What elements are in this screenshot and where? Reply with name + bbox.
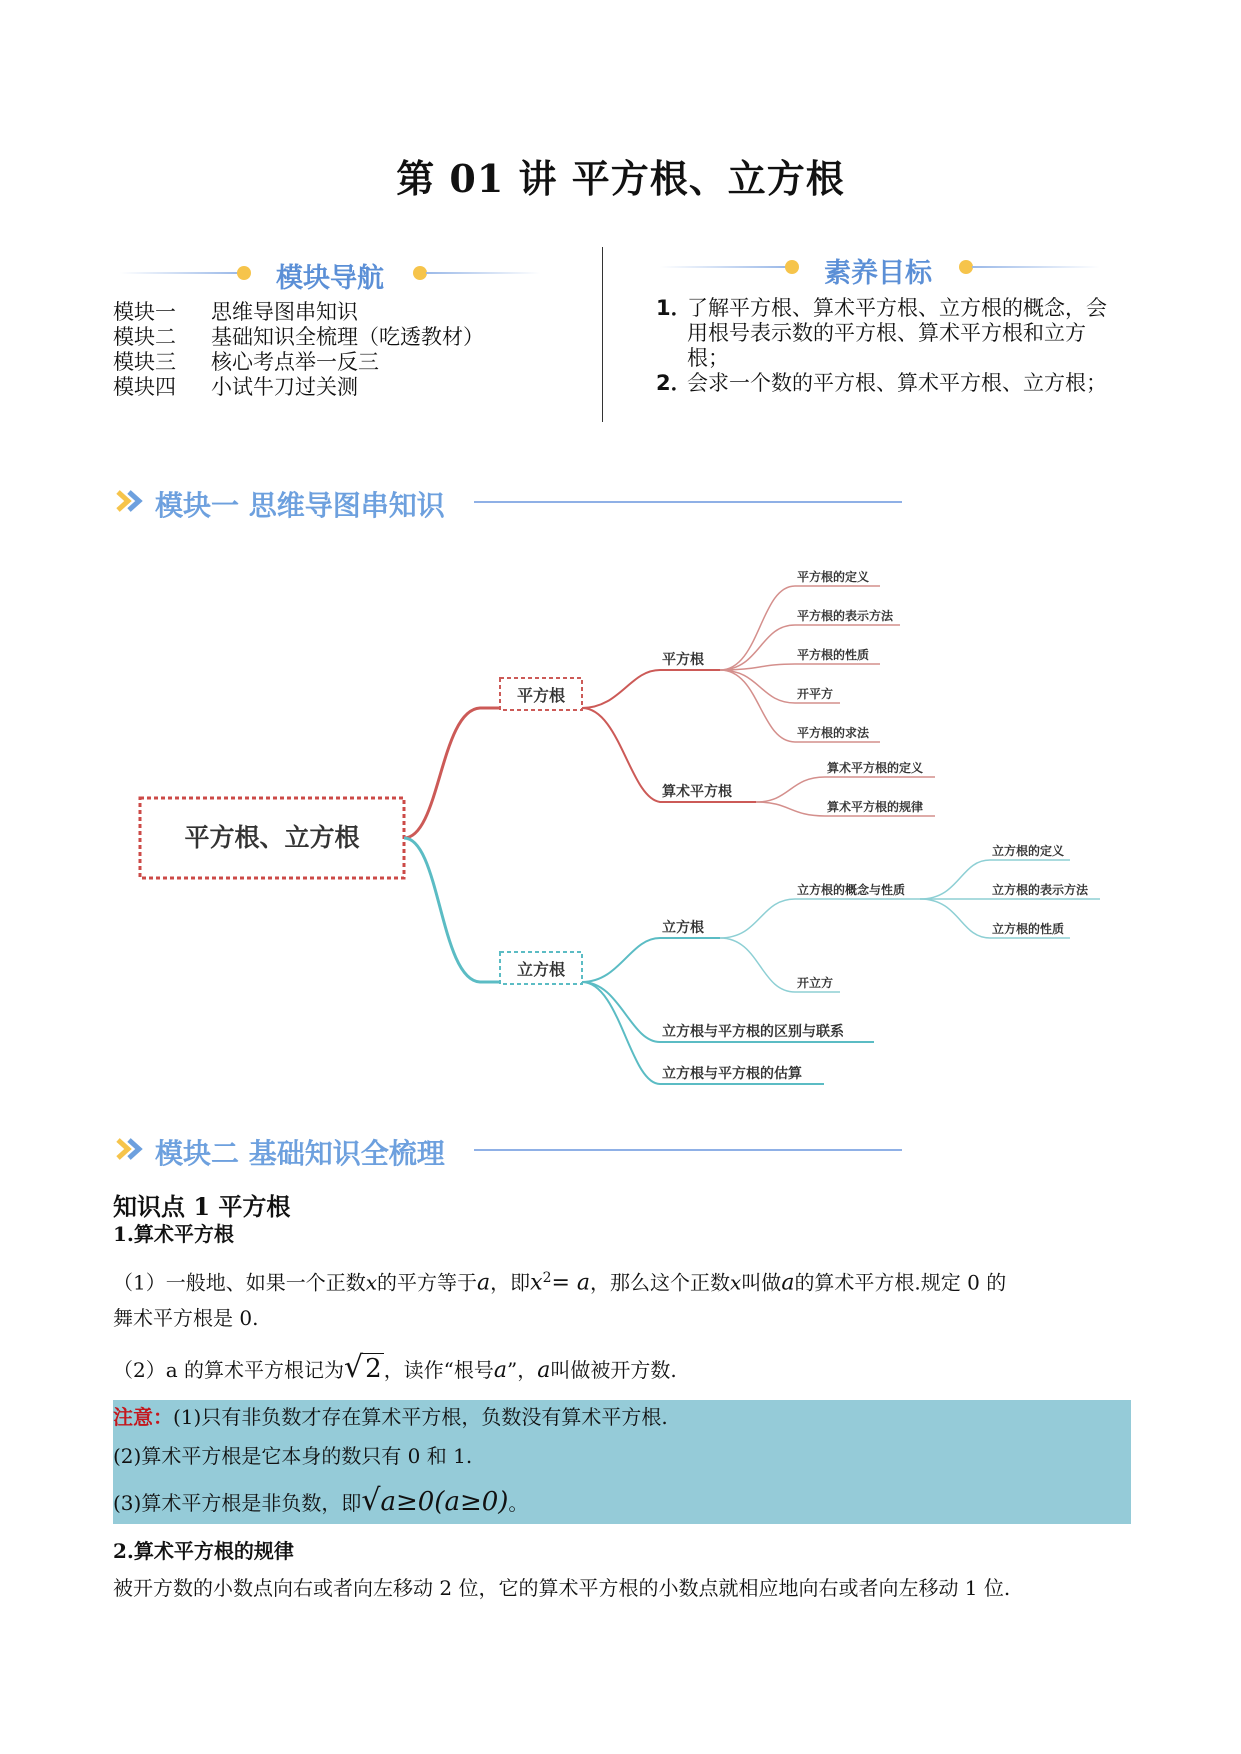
double-chevron-icon — [116, 1136, 146, 1162]
kp1-p1: （1）一般地、如果一个正数x的平方等于a，即$x^2= a$，那么这个正数x叫做a的算术平方根.规定 0 的 — [113, 1270, 1007, 1296]
note-line3: (3)算术平方根是非负数，即√a≥0(a≥0)。 — [113, 1483, 529, 1518]
mindmap-cube-diff: 立方根与平方根的区别与联系 — [662, 1024, 844, 1040]
note-line1: 注意：(1)只有非负数才存在算术平方根，负数没有算术平方根. — [113, 1405, 668, 1429]
kp1-sub1: 1.算术平方根 — [113, 1222, 234, 1246]
kp1-p1-line2: 舞术平方根是 0. — [113, 1306, 259, 1330]
mindmap-cube-concept: 立方根的概念与性质 — [797, 883, 906, 897]
mindmap-leaf: 开立方 — [797, 976, 834, 990]
module2-title: 模块二 基础知识全梳理 — [155, 1137, 445, 1170]
nav-list — [113, 300, 484, 400]
goal-item: 2． 会求一个数的平方根、算术平方根、立方根； — [656, 371, 1107, 395]
mindmap-leaf: 立方根的定义 — [992, 844, 1065, 858]
mindmap-square-root: 平方根 — [516, 686, 566, 705]
kp1-p3: 被开方数的小数点向右或者向左移动 2 位，它的算术平方根的小数点就相应地向右或者向左移动 1 位. — [113, 1576, 1011, 1600]
mindmap-arith: 算术平方根 — [662, 784, 732, 800]
module1-title: 模块一 思维导图串知识 — [155, 489, 445, 522]
kp1-p2: （2）a 的算术平方根记为√2 ，读作“根号a”，a叫做被开方数. — [113, 1350, 677, 1385]
nav-heading: 模块导航 — [276, 263, 384, 294]
goal-item: 1． 了解平方根、算术平方根、立方根的概念，会 用根号表示数的平方根、算术平方根和立方 根； — [656, 296, 1107, 370]
mindmap-cube-sub: 立方根 — [662, 920, 704, 936]
mindmap-leaf: 平方根的表示方法 — [797, 609, 894, 623]
nav-item: 模块三 核心考点举一反三 — [113, 350, 379, 374]
mindmap-cube-est: 立方根与平方根的估算 — [662, 1066, 802, 1082]
mindmap-leaf: 平方根的求法 — [797, 726, 870, 740]
mindmap-leaf: 立方根的表示方法 — [992, 883, 1089, 897]
double-chevron-icon — [116, 488, 146, 514]
mindmap-sq-sub: 平方根 — [662, 652, 704, 668]
kp1-sub2: 2.算术平方根的规律 — [113, 1539, 294, 1563]
dot-icon — [413, 266, 427, 280]
mindmap-cube-root: 立方根 — [516, 960, 566, 979]
nav-item: 模块四 小试牛刀过关测 — [113, 375, 358, 399]
mindmap-leaf: 立方根的性质 — [992, 922, 1065, 936]
module2-rule — [474, 1149, 902, 1151]
nav-item: 模块二 基础知识全梳理（吃透教材） — [113, 325, 484, 349]
mindmap-leaf: 算术平方根的定义 — [827, 761, 924, 775]
dot-icon — [785, 260, 799, 274]
mindmap-leaf: 平方根的性质 — [797, 648, 870, 662]
mindmap-leaf: 开平方 — [797, 687, 834, 701]
page-title: 第 01 讲 平方根、立方根 — [396, 156, 845, 201]
sqrt-symbol: √ — [344, 1350, 364, 1385]
mindmap — [0, 540, 1241, 1100]
mindmap-leaf: 算术平方根的规律 — [827, 800, 924, 814]
note-line2: (2)算术平方根是它本身的数只有 0 和 1. — [113, 1444, 473, 1468]
mindmap-leaf: 平方根的定义 — [797, 570, 870, 584]
note-formula: a≥0(a≥0) — [380, 1487, 509, 1517]
mindmap-root: 平方根、立方根 — [184, 823, 360, 852]
goals-list — [656, 296, 1136, 396]
dot-icon — [959, 260, 973, 274]
nav-item: 模块一 思维导图串知识 — [113, 300, 358, 324]
dot-icon — [237, 266, 251, 280]
kp1-title: 知识点 1 平方根 — [113, 1192, 291, 1221]
goals-heading: 素养目标 — [824, 258, 932, 289]
divider — [602, 247, 603, 422]
module1-rule — [474, 501, 902, 503]
